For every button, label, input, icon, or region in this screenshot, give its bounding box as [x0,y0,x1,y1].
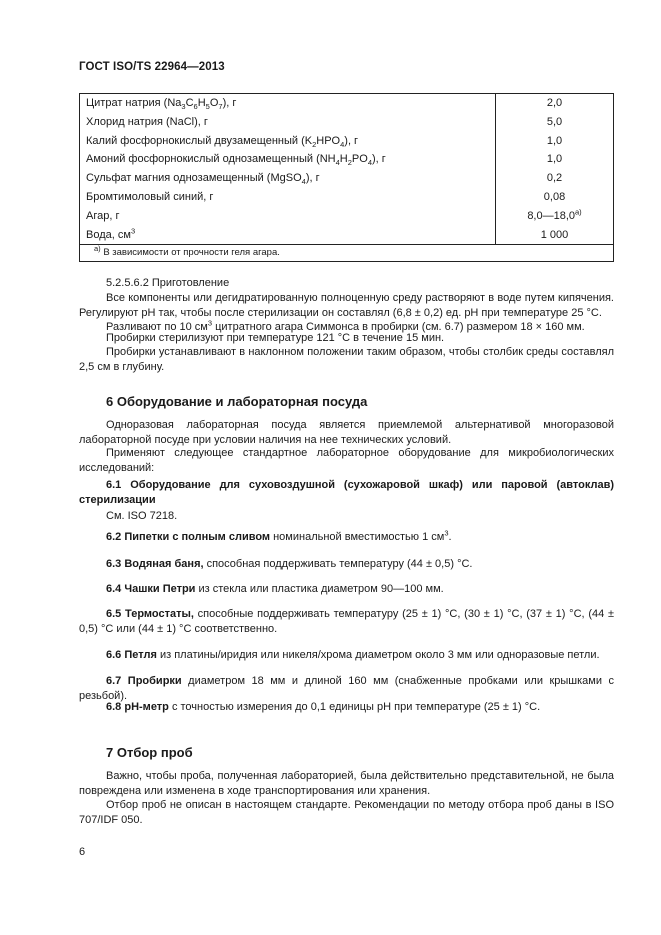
prep-paragraph-1: Все компоненты или дегидратированную полноценную среду растворяют в воде путем кипячения. Регулируют pH так, чтобы после стерилизации он составлял (6,8 ± 0,2) ед. pH при температуре 25 °C. [79,292,614,319]
item-6-5: 6.5 Термостаты, способные поддерживать температуру (25 ± 1) °C, (30 ± 1) °C, (37 ± 1) °C, (44 ± 0,5) °C или (44 ± 1) °C соответственно. [79,608,614,635]
table-cell-value: 5,0 [496,113,614,132]
table-cell-value: 8,0—18,0$^{a)}$ [496,207,614,226]
sec7-paragraph-2: Отбор проб не описан в настоящем стандарте. Рекомендации по методу отбора проб даны в ISO 707/IDF 050. [79,799,614,826]
prep-paragraph-2: Разливают по 10 $см^3$ цитратного агара Симмонса в пробирки (см. 6.7) размером 18 × 160 мм. [106,318,585,333]
table-cell-value: 0,2 [496,169,614,188]
table-row: Амоний фосфорнокислый однозамещенный $(NH_4H_2PO_4)$, г 1,0 [80,150,614,169]
table-row: Калий фосфорнокислый двузамещенный $(K_2HPO_4)$, г 1,0 [80,132,614,151]
table-cell-value: 2,0 [496,94,614,113]
item-6-4: 6.4 Чашки Петри из стекла или пластика диаметром 90—100 мм. [106,583,444,595]
item-6-1: 6.1 Оборудование для суховоздушной (сухожаровой шкаф) или паровой (автоклав) стерилизации [79,479,615,506]
table-cell-value: 1,0 [496,150,614,169]
table-footnote: $^{a)}$ В зависимости от прочности геля агара. [80,245,614,262]
table-row: Бромтимоловый синий, г 0,08 [80,188,614,207]
item-6-3: 6.3 Водяная баня, способная поддерживать температуру (44 ± 0,5) °C. [106,558,473,570]
sec6-paragraph-2: Применяют следующее стандартное лабораторное оборудование для микробиологических исследований: [79,447,614,474]
item-6-2: 6.2 Пипетки с полным сливом номинальной вместимостью 1 $см^3$. [106,528,452,543]
table-row: Агар, г 8,0—18,0$^{a)}$ [80,207,614,226]
prep-heading: 5.2.5.6.2 Приготовление [106,277,230,289]
table-row: Вода, $см^3$ 1 000 [80,226,614,245]
table-row: Хлорид натрия (NaCl), г 5,0 [80,113,614,132]
table-cell-value: 0,08 [496,188,614,207]
table-cell-value: 1,0 [496,132,614,151]
item-6-1-text: См. ISO 7218. [106,510,178,522]
table-cell-value: 1 000 [496,226,614,245]
document-header: ГОСТ ISO/TS 22964—2013 [79,61,225,73]
sec6-paragraph-1: Одноразовая лабораторная посуда является приемлемой альтернативой многоразовой лабораторной посуде при условии наличия на нее технических условий. [79,419,614,446]
item-6-6: 6.6 Петля из платины/иридия или никеля/хрома диаметром около 3 мм или одноразовые петли. [106,649,600,661]
item-6-8: 6.8 pH-метр с точностью измерения до 0,1 единицы pH при температуре (25 ± 1) °C. [106,701,541,713]
table-row: Цитрат натрия $(Na_3C_6H_5O_7)$, г 2,0 [80,94,614,113]
sec7-paragraph-1: Важно, чтобы проба, полученная лабораторией, была действительно представительной, не была повреждена или изменена в ходе транспортирования или хранения. [79,770,614,797]
item-6-7: 6.7 Пробирки диаметром 18 мм и длиной 160 мм (снабженные пробками или крышками с резьбой). [79,675,615,702]
section-6-title: 6 Оборудование и лабораторная посуда [106,394,368,409]
table-row: Сульфат магния однозамещенный (MgSO$_4$), г 0,2 [80,169,614,188]
prep-paragraph-3: Пробирки стерилизуют при температуре 121 °C в течение 15 мин. [106,332,445,344]
prep-paragraph-4: Пробирки устанавливают в наклонном положении таким образом, чтобы столбик среды составлял 2,5 см в глубину. [79,346,614,373]
section-7-title: 7 Отбор проб [106,745,193,760]
composition-table [79,93,614,262]
page-number: 6 [79,846,86,858]
